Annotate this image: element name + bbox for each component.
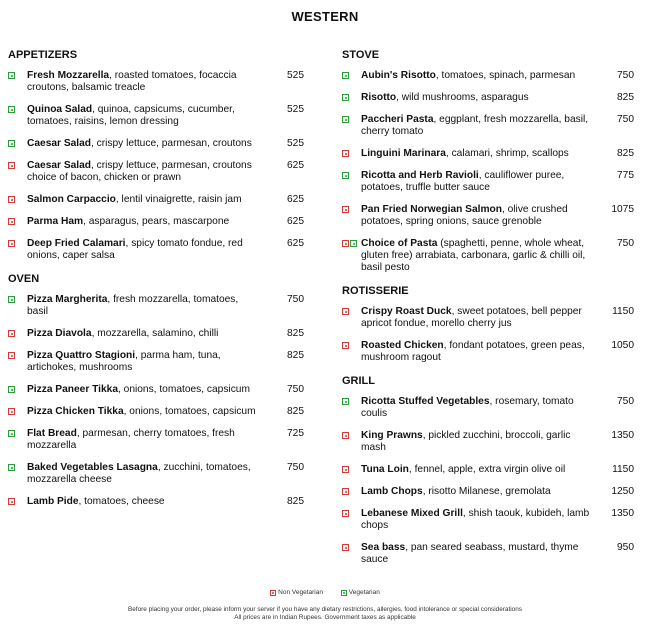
diet-marker — [8, 352, 15, 359]
item-description: , tomatoes, spinach, parmesan — [435, 70, 576, 81]
diet-marker — [8, 196, 15, 203]
veg-icon — [8, 140, 15, 147]
item-name: Ricotta Stuffed Vegetables — [361, 396, 490, 407]
left-menu-column — [8, 48, 304, 518]
diet-marker — [8, 218, 15, 225]
menu-item — [8, 294, 304, 318]
veg-icon — [342, 94, 349, 101]
page-title: WESTERN — [291, 9, 359, 24]
item-price: 1250 — [611, 486, 634, 497]
item-price: 525 — [287, 70, 304, 81]
non-veg-icon — [342, 488, 349, 495]
menu-item — [8, 496, 304, 508]
menu-item — [342, 508, 634, 532]
section-heading: APPETIZERS — [8, 49, 78, 61]
item-name: Roasted Chicken — [361, 340, 444, 351]
item-description: , fennel, apple, extra virgin olive oil — [408, 464, 566, 475]
item-price: 1050 — [611, 340, 634, 351]
item-price: 625 — [287, 216, 304, 227]
item-price: 1150 — [612, 306, 634, 317]
diet-marker — [342, 206, 349, 213]
menu-item — [8, 350, 304, 374]
veg-icon — [8, 464, 15, 471]
diet-marker — [342, 150, 349, 157]
item-description: , mozzarella, salamino, chilli — [91, 328, 219, 339]
item-description: , fresh mozzarella, tomatoes, basil — [27, 294, 239, 317]
item-price: 750 — [287, 294, 304, 305]
menu-item — [342, 92, 634, 104]
menu-item — [8, 194, 304, 206]
menu-section — [8, 48, 304, 262]
item-name: Fresh Mozzarella — [27, 70, 110, 81]
menu-item — [342, 114, 634, 138]
veg-icon — [342, 116, 349, 123]
item-name: Deep Fried Calamari — [27, 238, 126, 249]
non-veg-icon — [342, 510, 349, 517]
item-price: 1075 — [611, 204, 634, 215]
item-name: Linguini Marinara — [361, 148, 446, 159]
diet-marker — [342, 398, 349, 405]
menu-item — [342, 148, 634, 160]
diet-marker — [8, 296, 15, 303]
veg-icon — [8, 106, 15, 113]
item-description: , olive crushed potatoes, spring onions, sauce grenoble — [361, 204, 568, 227]
veg-icon — [350, 240, 357, 247]
veg-icon — [341, 590, 347, 596]
non-veg-icon — [342, 150, 349, 157]
item-price: 750 — [617, 238, 634, 249]
menu-item — [8, 406, 304, 418]
item-description: , eggplant, fresh mozzarella, basil, cherry tomato — [361, 114, 589, 137]
diet-marker — [8, 386, 15, 393]
veg-icon — [8, 72, 15, 79]
non-veg-icon — [342, 466, 349, 473]
diet-marker — [8, 464, 15, 471]
item-description: , wild mushrooms, asparagus — [396, 92, 529, 103]
non-veg-icon — [342, 432, 349, 439]
menu-item — [8, 138, 304, 150]
item-description: , parma ham, tuna, artichokes, mushrooms — [27, 350, 221, 373]
item-price: 750 — [287, 462, 304, 473]
diet-marker — [8, 140, 15, 147]
section-heading: ROTISSERIE — [342, 285, 409, 297]
diet-marker — [342, 94, 349, 101]
item-description: , roasted tomatoes, focaccia croutons, balsamic treacle — [27, 70, 237, 93]
item-name: Flat Bread — [27, 428, 77, 439]
item-description: , spicy tomato fondue, red onions, caper salsa — [27, 238, 243, 261]
menu-item — [8, 384, 304, 396]
diet-marker — [342, 116, 349, 123]
item-name: Paccheri Pasta — [361, 114, 434, 125]
item-description: , tomatoes, cheese — [78, 496, 165, 507]
item-name: Pizza Margherita — [27, 294, 108, 305]
item-name: Parma Ham — [27, 216, 84, 227]
non-veg-icon — [342, 342, 349, 349]
item-price: 825 — [617, 92, 634, 103]
item-description: (spaghetti, penne, whole wheat, gluten free) arrabiata, carbonara, garlic & chilli oil, basil pesto — [361, 238, 586, 273]
diet-marker — [342, 466, 349, 473]
diet-marker — [8, 106, 15, 113]
diet-marker — [8, 240, 15, 247]
item-price: 750 — [617, 396, 634, 407]
item-price: 775 — [617, 170, 634, 181]
item-name: Pan Fried Norwegian Salmon — [361, 204, 502, 215]
item-name: Aubin's Risotto — [361, 70, 436, 81]
diet-marker — [8, 408, 15, 415]
veg-icon — [342, 172, 349, 179]
item-price: 1350 — [611, 430, 634, 441]
diet-marker — [8, 498, 15, 505]
item-description: , sweet potatoes, bell pepper apricot fondue, morello cherry jus — [361, 306, 582, 329]
item-name: King Prawns — [361, 430, 423, 441]
item-price: 750 — [287, 384, 304, 395]
item-name: Crispy Roast Duck — [361, 306, 452, 317]
diet-marker — [342, 510, 349, 517]
item-name: Lamb Pide — [27, 496, 79, 507]
non-veg-icon — [342, 206, 349, 213]
veg-icon — [342, 398, 349, 405]
item-price: 825 — [287, 496, 304, 507]
menu-item — [8, 70, 304, 94]
menu-section — [342, 284, 634, 364]
non-veg-icon — [342, 308, 349, 315]
menu-item — [8, 328, 304, 340]
diet-legend — [0, 589, 650, 598]
item-description: , lentil vinaigrette, raisin jam — [115, 194, 242, 205]
item-price: 825 — [287, 350, 304, 361]
diet-marker — [342, 172, 349, 179]
item-name: Lebanese Mixed Grill — [361, 508, 463, 519]
menu-item — [342, 70, 634, 82]
veg-icon — [342, 72, 349, 79]
legend-nonveg — [270, 589, 323, 596]
item-name: Baked Vegetables Lasagna — [27, 462, 158, 473]
item-name: Tuna Loin — [361, 464, 409, 475]
item-name: Caesar Salad — [27, 160, 91, 171]
veg-icon — [8, 386, 15, 393]
diet-marker — [8, 330, 15, 337]
item-price: 625 — [287, 238, 304, 249]
non-veg-icon — [342, 240, 349, 247]
non-veg-icon — [8, 408, 15, 415]
item-description: , zucchini, tomatoes, mozzarella cheese — [27, 462, 251, 485]
section-heading: GRILL — [342, 375, 375, 387]
item-description: , onions, tomatoes, capsicum — [118, 384, 250, 395]
menu-item — [342, 396, 634, 420]
item-description: , calamari, shrimp, scallops — [445, 148, 569, 159]
item-description: , crispy lettuce, parmesan, croutons — [91, 138, 252, 149]
item-price: 525 — [287, 104, 304, 115]
item-price: 950 — [617, 542, 634, 553]
diet-marker — [342, 72, 349, 79]
diet-marker — [342, 240, 357, 247]
item-description: , shish taouk, kubideh, lamb chops — [361, 508, 590, 531]
item-price: 625 — [287, 160, 304, 171]
diet-marker — [342, 342, 349, 349]
menu-item — [8, 216, 304, 228]
item-description: , fondant potatoes, green peas, mushroom ragout — [361, 340, 585, 363]
item-price: 825 — [287, 406, 304, 417]
item-description: , risotto Milanese, gremolata — [422, 486, 551, 497]
item-name: Caesar Salad — [27, 138, 91, 149]
right-menu-column — [342, 48, 634, 576]
diet-marker — [8, 72, 15, 79]
item-price: 725 — [287, 428, 304, 439]
item-name: Choice of Pasta — [361, 238, 438, 249]
section-heading: OVEN — [8, 273, 40, 285]
item-price: 750 — [617, 70, 634, 81]
item-price: 1350 — [611, 508, 634, 519]
section-heading: STOVE — [342, 49, 380, 61]
non-veg-icon — [8, 196, 15, 203]
legend-veg — [341, 589, 380, 596]
menu-item — [342, 542, 634, 566]
menu-item — [342, 430, 634, 454]
non-veg-icon — [8, 162, 15, 169]
menu-item — [8, 160, 304, 184]
non-veg-icon — [8, 218, 15, 225]
item-name: Sea bass — [361, 542, 406, 553]
diet-marker — [342, 432, 349, 439]
item-name: Risotto — [361, 92, 397, 103]
menu-item — [342, 204, 634, 228]
menu-item — [342, 306, 634, 330]
diet-marker — [342, 308, 349, 315]
menu-section — [8, 272, 304, 508]
non-veg-icon — [8, 498, 15, 505]
menu-section — [342, 374, 634, 566]
item-description: , crispy lettuce, parmesan, croutons choice of bacon, chicken or prawn — [27, 160, 252, 183]
item-description: , cauliflower puree, potatoes, truffle butter sauce — [361, 170, 565, 193]
item-description: , onions, tomatoes, capsicum — [123, 406, 256, 417]
footer-note — [0, 606, 650, 622]
non-veg-icon — [342, 544, 349, 551]
non-veg-icon — [8, 240, 15, 247]
item-name: Quinoa Salad — [27, 104, 93, 115]
footer-price-note: All prices are in Indian Rupees. Government taxes as applicable — [234, 614, 416, 621]
menu-item — [8, 462, 304, 486]
menu-item — [342, 340, 634, 364]
legend-veg-label: Vegetarian — [348, 589, 380, 596]
menu-item — [342, 486, 634, 498]
diet-marker — [342, 488, 349, 495]
menu-item — [342, 170, 634, 194]
diet-marker — [8, 430, 15, 437]
item-name: Pizza Quattro Stagioni — [27, 350, 136, 361]
legend-nonveg-label: Non Vegetarian — [278, 589, 323, 596]
menu-item — [342, 238, 634, 274]
menu-item — [8, 428, 304, 452]
item-description: , pickled zucchini, broccoli, garlic mash — [361, 430, 571, 453]
item-price: 825 — [287, 328, 304, 339]
menu-item — [8, 238, 304, 262]
item-name: Lamb Chops — [361, 486, 423, 497]
item-name: Ricotta and Herb Ravioli — [361, 170, 479, 181]
footer-dietary-note: Before placing your order, please inform your server if you have any dietary restrictions, allergies, food intolerance or special considerations — [128, 606, 522, 613]
item-description: , parmesan, cherry tomatoes, fresh mozzarella — [27, 428, 235, 451]
item-price: 825 — [617, 148, 634, 159]
non-veg-icon — [8, 330, 15, 337]
diet-marker — [342, 544, 349, 551]
item-name: Pizza Chicken Tikka — [27, 406, 124, 417]
item-price: 625 — [287, 194, 304, 205]
item-price: 525 — [287, 138, 304, 149]
menu-item — [8, 104, 304, 128]
diet-marker — [8, 162, 15, 169]
menu-item — [342, 464, 634, 476]
item-description: , rosemary, tomato coulis — [361, 396, 574, 419]
non-veg-icon — [8, 352, 15, 359]
item-name: Pizza Diavola — [27, 328, 92, 339]
item-name: Pizza Paneer Tikka — [27, 384, 118, 395]
menu-section — [342, 48, 634, 274]
item-description: , quinoa, capsicums, cucumber, tomatoes, raisins, lemon dressing — [27, 104, 235, 127]
item-description: , asparagus, pears, mascarpone — [83, 216, 230, 227]
item-name: Salmon Carpaccio — [27, 194, 116, 205]
veg-icon — [8, 296, 15, 303]
item-price: 750 — [617, 114, 634, 125]
item-price: 1150 — [612, 464, 634, 475]
veg-icon — [8, 430, 15, 437]
non-veg-icon — [270, 590, 276, 596]
item-description: , pan seared seabass, mustard, thyme sauce — [361, 542, 579, 565]
